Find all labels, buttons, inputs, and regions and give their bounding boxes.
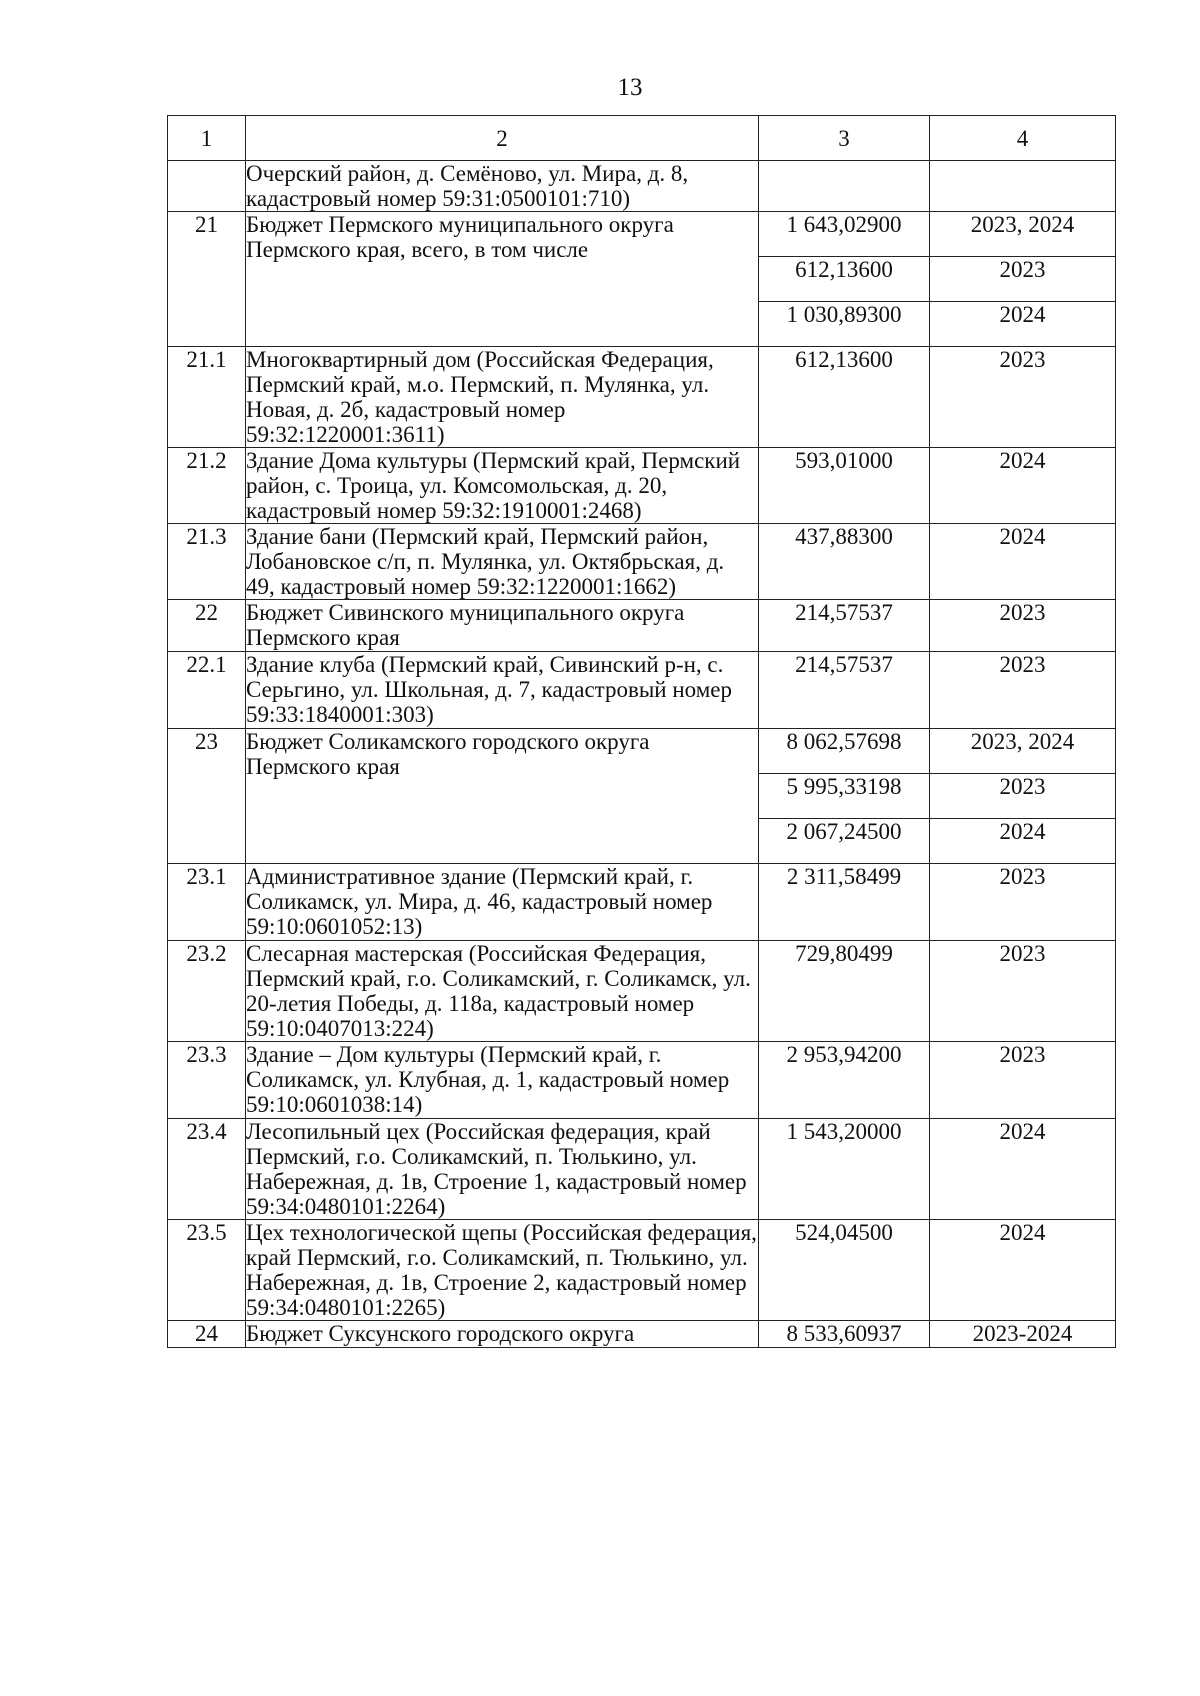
column-header-2: 2 xyxy=(246,116,759,161)
row-number: 22 xyxy=(168,600,246,652)
row-year: 2023 xyxy=(930,1042,1116,1119)
row-description: Многоквартирный дом (Российская Федерация, Пермский край, м.о. Пермский, п. Мулянка, ул. Новая, д. 2б, кадастровый номер 59:32:1220001:3611) xyxy=(246,347,759,448)
row-description: Бюджет Сивинского муниципального округа Пермского края xyxy=(246,600,759,652)
table-row xyxy=(168,212,1116,257)
row-amount: 1 543,20000 xyxy=(759,1119,930,1220)
page-number: 13 xyxy=(617,74,643,101)
row-year: 2024 xyxy=(930,302,1116,347)
table-row xyxy=(168,347,1116,448)
table-row xyxy=(168,729,1116,774)
row-number: 23.2 xyxy=(168,941,246,1042)
row-year: 2023, 2024 xyxy=(930,729,1116,774)
row-amount: 524,04500 xyxy=(759,1220,930,1321)
budget-table xyxy=(167,115,1116,1348)
row-year xyxy=(930,161,1116,212)
column-header-3: 3 xyxy=(759,116,930,161)
row-amount: 1 643,02900 xyxy=(759,212,930,257)
row-number: 23.1 xyxy=(168,864,246,941)
row-description: Здание Дома культуры (Пермский край, Пермский район, с. Троица, ул. Комсомольская, д. 20, кадастровый номер 59:32:1910001:2468) xyxy=(246,448,759,524)
row-description: Бюджет Соликамского городского округа Пермского края xyxy=(246,729,759,864)
row-amount: 2 953,94200 xyxy=(759,1042,930,1119)
row-number: 23 xyxy=(168,729,246,864)
row-amount: 2 311,58499 xyxy=(759,864,930,941)
row-number: 23.5 xyxy=(168,1220,246,1321)
row-year: 2023 xyxy=(930,864,1116,941)
row-year: 2023-2024 xyxy=(930,1321,1116,1348)
table-row xyxy=(168,1042,1116,1119)
row-description: Здание бани (Пермский край, Пермский район, Лобановское с/п, п. Мулянка, ул. Октябрьская, д. 49, кадастровый номер 59:32:1220001:1662) xyxy=(246,524,759,600)
row-year: 2024 xyxy=(930,1220,1116,1321)
row-amount: 612,13600 xyxy=(759,257,930,302)
table-row xyxy=(168,524,1116,600)
row-description: Лесопильный цех (Российская федерация, край Пермский, г.о. Соликамский, п. Тюлькино, ул. Набережная, д. 1в, Строение 1, кадастровый номер 59:34:0480101:2264) xyxy=(246,1119,759,1220)
row-number: 22.1 xyxy=(168,652,246,729)
table-row xyxy=(168,652,1116,729)
table-row xyxy=(168,941,1116,1042)
row-description: Слесарная мастерская (Российская Федерация, Пермский край, г.о. Соликамский, г. Соликамск, ул. 20-летия Победы, д. 118а, кадастровый номер 59:10:0407013:224) xyxy=(246,941,759,1042)
row-year: 2024 xyxy=(930,524,1116,600)
row-year: 2023 xyxy=(930,257,1116,302)
row-description: Здание клуба (Пермский край, Сивинский р-н, с. Серьгино, ул. Школьная, д. 7, кадастровый номер 59:33:1840001:303) xyxy=(246,652,759,729)
row-number: 21.2 xyxy=(168,448,246,524)
row-year: 2023 xyxy=(930,941,1116,1042)
table-header-row xyxy=(168,116,1116,161)
row-number: 23.4 xyxy=(168,1119,246,1220)
row-amount: 593,01000 xyxy=(759,448,930,524)
row-year: 2024 xyxy=(930,819,1116,864)
row-amount: 5 995,33198 xyxy=(759,774,930,819)
row-number xyxy=(168,161,246,212)
row-year: 2023 xyxy=(930,347,1116,448)
row-year: 2023 xyxy=(930,774,1116,819)
column-header-1: 1 xyxy=(168,116,246,161)
row-amount: 214,57537 xyxy=(759,600,930,652)
row-amount: 1 030,89300 xyxy=(759,302,930,347)
row-description: Очерский район, д. Семёново, ул. Мира, д. 8, кадастровый номер 59:31:0500101:710) xyxy=(246,161,759,212)
row-number: 21.3 xyxy=(168,524,246,600)
table-row xyxy=(168,1220,1116,1321)
row-amount: 2 067,24500 xyxy=(759,819,930,864)
row-amount: 612,13600 xyxy=(759,347,930,448)
row-number: 21.1 xyxy=(168,347,246,448)
row-number: 21 xyxy=(168,212,246,347)
row-number: 23.3 xyxy=(168,1042,246,1119)
row-amount: 8 062,57698 xyxy=(759,729,930,774)
row-number: 24 xyxy=(168,1321,246,1348)
row-description: Административное здание (Пермский край, г. Соликамск, ул. Мира, д. 46, кадастровый номер 59:10:0601052:13) xyxy=(246,864,759,941)
row-description: Цех технологической щепы (Российская федерация, край Пермский, г.о. Соликамский, п. Тюлькино, ул. Набережная, д. 1в, Строение 2, кадастровый номер 59:34:0480101:2265) xyxy=(246,1220,757,1320)
column-header-4: 4 xyxy=(930,116,1116,161)
row-amount: 8 533,60937 xyxy=(759,1321,930,1348)
table-row xyxy=(168,1321,1116,1348)
table-row xyxy=(168,864,1116,941)
row-year: 2024 xyxy=(930,448,1116,524)
table-row xyxy=(168,161,1116,212)
row-description: Здание – Дом культуры (Пермский край, г. Соликамск, ул. Клубная, д. 1, кадастровый номер 59:10:0601038:14) xyxy=(246,1042,759,1119)
row-year: 2023, 2024 xyxy=(930,212,1116,257)
table-row xyxy=(168,1119,1116,1220)
table-row xyxy=(168,448,1116,524)
row-amount xyxy=(759,161,930,212)
row-description: Бюджет Пермского муниципального округа Пермского края, всего, в том числе xyxy=(246,212,759,347)
row-amount: 729,80499 xyxy=(759,941,930,1042)
row-description: Бюджет Суксунского городского округа xyxy=(246,1321,759,1348)
row-year: 2024 xyxy=(930,1119,1116,1220)
table-row xyxy=(168,600,1116,652)
row-amount: 214,57537 xyxy=(759,652,930,729)
row-amount: 437,88300 xyxy=(759,524,930,600)
row-year: 2023 xyxy=(930,600,1116,652)
row-year: 2023 xyxy=(930,652,1116,729)
